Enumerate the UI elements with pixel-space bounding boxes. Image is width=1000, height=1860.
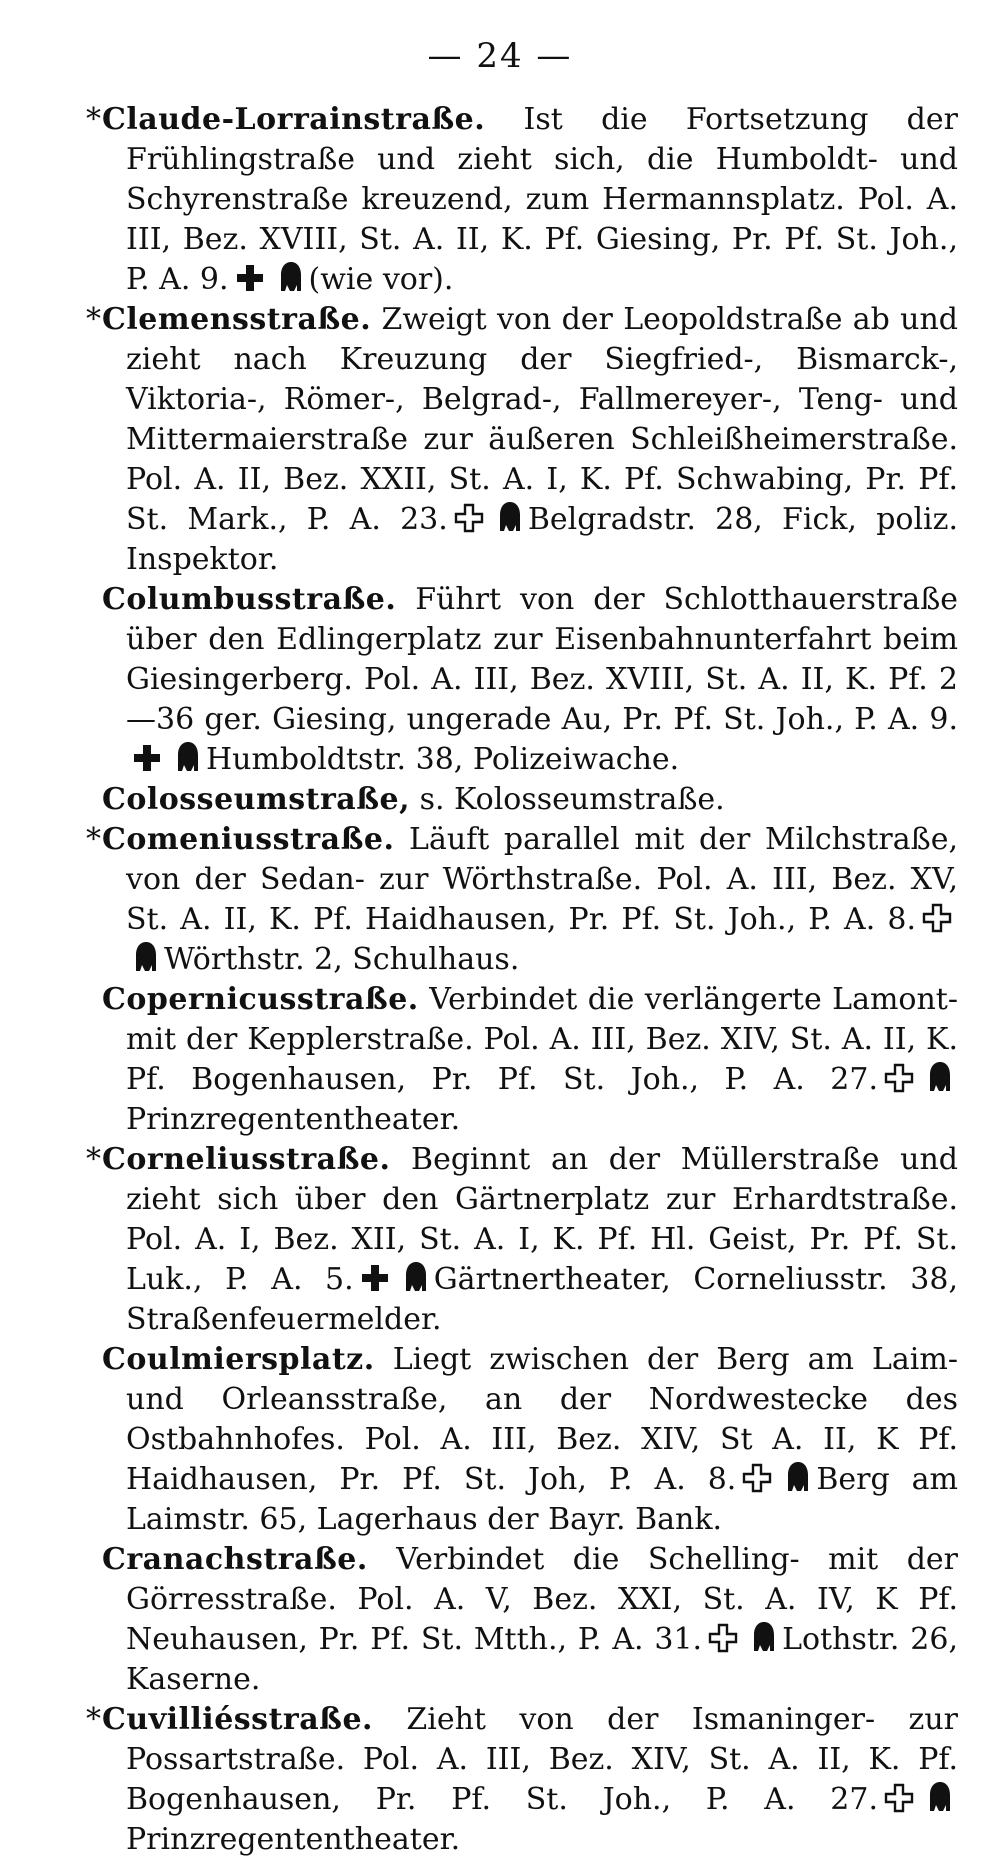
fire-alarm-location: Lothstr. 26, Kaserne. — [126, 1622, 959, 1697]
street-name-heading: Comeniusstraße. — [102, 822, 395, 857]
street-description: Verbindet die verlängerte Lamont- mit der Kepplerstraße. Pol. A. III, Bez. XIV, St. A. II, K. Pf. Bogenhausen, Pr. Pf. St. Joh., P. A. 27. — [126, 982, 958, 1097]
fire-alarm-location: Belgradstr. 28, Fick, poliz. Inspektor. — [126, 502, 958, 577]
street-name-heading: Corneliusstraße. — [102, 1142, 391, 1177]
entry-star-marker: * — [86, 822, 101, 857]
red-cross-outline-icon — [884, 1783, 914, 1813]
entry-star-marker: * — [86, 1702, 101, 1737]
street-name-heading: Colosseumstraße, — [102, 782, 411, 817]
red-cross-outline-icon — [922, 903, 952, 933]
fire-alarm-location: Humboldtstr. 38, Polizeiwache. — [206, 742, 680, 777]
fire-helmet-icon — [132, 941, 158, 973]
fire-alarm-location: Gärtnertheater, Corneliusstr. 38, Straßenfeuermelder. — [126, 1262, 958, 1337]
street-description: Ist die Fortsetzung der Frühlingstraße und zieht sich, die Humboldt- und Schyrenstraße kreuzend, zum Hermannsplatz. Pol. A. III, Bez. XVIII, St. A. II, K. Pf. Giesing, Pr. Pf. St. Joh., P. A. 9. — [126, 102, 958, 297]
street-name-heading: Coulmiersplatz. — [102, 1342, 375, 1377]
red-cross-filled-icon — [132, 743, 162, 773]
fire-alarm-location: Prinzregententheater. — [126, 1822, 461, 1857]
street-entry — [86, 780, 958, 820]
fire-helmet-icon — [926, 1781, 952, 1813]
red-cross-outline-icon — [884, 1063, 914, 1093]
street-entry — [86, 580, 958, 780]
street-description: s. Kolosseumstraße. — [419, 782, 725, 817]
fire-alarm-location: Berg am Laimstr. 65, Lagerhaus der Bayr. Bank. — [126, 1462, 959, 1537]
red-cross-filled-icon — [235, 263, 265, 293]
entry-star-marker: * — [86, 1142, 101, 1177]
fire-helmet-icon — [402, 1261, 428, 1293]
street-name-heading: Cuvilliésstraße. — [102, 1702, 373, 1737]
street-entry — [86, 1700, 958, 1860]
red-cross-outline-icon — [742, 1463, 772, 1493]
fire-helmet-icon — [784, 1461, 810, 1493]
fire-alarm-location: Wörthstr. 2, Schulhaus. — [164, 942, 520, 977]
red-cross-outline-icon — [454, 503, 484, 533]
street-entry — [86, 300, 958, 580]
street-entry — [86, 1140, 958, 1340]
street-name-heading: Clemensstraße. — [102, 302, 372, 337]
street-description: Führt von der Schlotthauerstraße über den Edlingerplatz zur Eisenbahnunterfahrt beim Giesingerberg. Pol. A. III, Bez. XVIII, St. A. II, K. Pf. 2—36 ger. Giesing, ungerade Au, Pr. Pf. St. Joh., P. A. 9. — [126, 582, 958, 737]
street-entry — [86, 1340, 958, 1540]
page-number: — 24 — — [427, 36, 573, 76]
street-description: Beginnt an der Müllerstraße und zieht sich über den Gärtnerplatz zur Erhardtstraße. Pol. A. I, Bez. XII, St. A. I, K. Pf. Hl. Geist, Pr. Pf. St. Luk., P. A. 5. — [126, 1142, 958, 1297]
street-description: Läuft parallel mit der Milchstraße, von der Sedan- zur Wörthstraße. Pol. A. III, Bez. XV, St. A. II, K. Pf. Haidhausen, Pr. Pf. St. Joh., P. A. 8. — [126, 822, 958, 937]
street-description: Zweigt von der Leopoldstraße ab und zieht nach Kreuzung der Siegfried-, Bismarck-, Viktoria-, Römer-, Belgrad-, Fallmereyer-, Teng- und Mittermaierstraße zur äußeren Schleißheimerstraße. Pol. A. II, Bez. XXII, St. A. I, K. Pf. Schwabing, Pr. Pf. St. Mark., P. A. 23. — [126, 302, 958, 537]
fire-helmet-icon — [277, 261, 303, 293]
street-name-heading: Columbusstraße. — [102, 582, 397, 617]
street-description: Verbindet die Schelling- mit der Görresstraße. Pol. A. V, Bez. XXI, St. A. IV, K Pf. Neuhausen, Pr. Pf. St. Mtth., P. A. 31. — [126, 1542, 958, 1657]
street-description: Zieht von der Ismaninger- zur Possartstraße. Pol. A. III, Bez. XIV, St. A. II, K. Pf. Bogenhausen, Pr. Pf. St. Joh., P. A. 27. — [126, 1702, 958, 1817]
fire-helmet-icon — [174, 741, 200, 773]
street-name-heading: Claude-Lorrainstraße. — [102, 102, 486, 137]
street-entries — [86, 100, 958, 1860]
street-entry — [86, 100, 958, 300]
street-entry — [86, 1540, 958, 1700]
entry-star-marker: * — [86, 102, 101, 137]
fire-helmet-icon — [926, 1061, 952, 1093]
fire-alarm-location: (wie vor). — [308, 262, 454, 297]
entry-star-marker: * — [86, 302, 101, 337]
fire-helmet-icon — [496, 501, 522, 533]
street-name-heading: Cranachstraße. — [102, 1542, 368, 1577]
red-cross-filled-icon — [360, 1263, 390, 1293]
street-description: Liegt zwischen der Berg am Laim- und Orleansstraße, an der Nordwestecke des Ostbahnhofes. Pol. A. III, Bez. XIV, St A. II, K Pf. Haidhausen, Pr. Pf. St. Joh, P. A. 8. — [126, 1342, 958, 1497]
street-name-heading: Copernicusstraße. — [102, 982, 419, 1017]
red-cross-outline-icon — [708, 1623, 738, 1653]
street-entry — [86, 820, 958, 980]
fire-alarm-location: Prinzregententheater. — [126, 1102, 461, 1137]
street-entry — [86, 980, 958, 1140]
fire-helmet-icon — [750, 1621, 776, 1653]
